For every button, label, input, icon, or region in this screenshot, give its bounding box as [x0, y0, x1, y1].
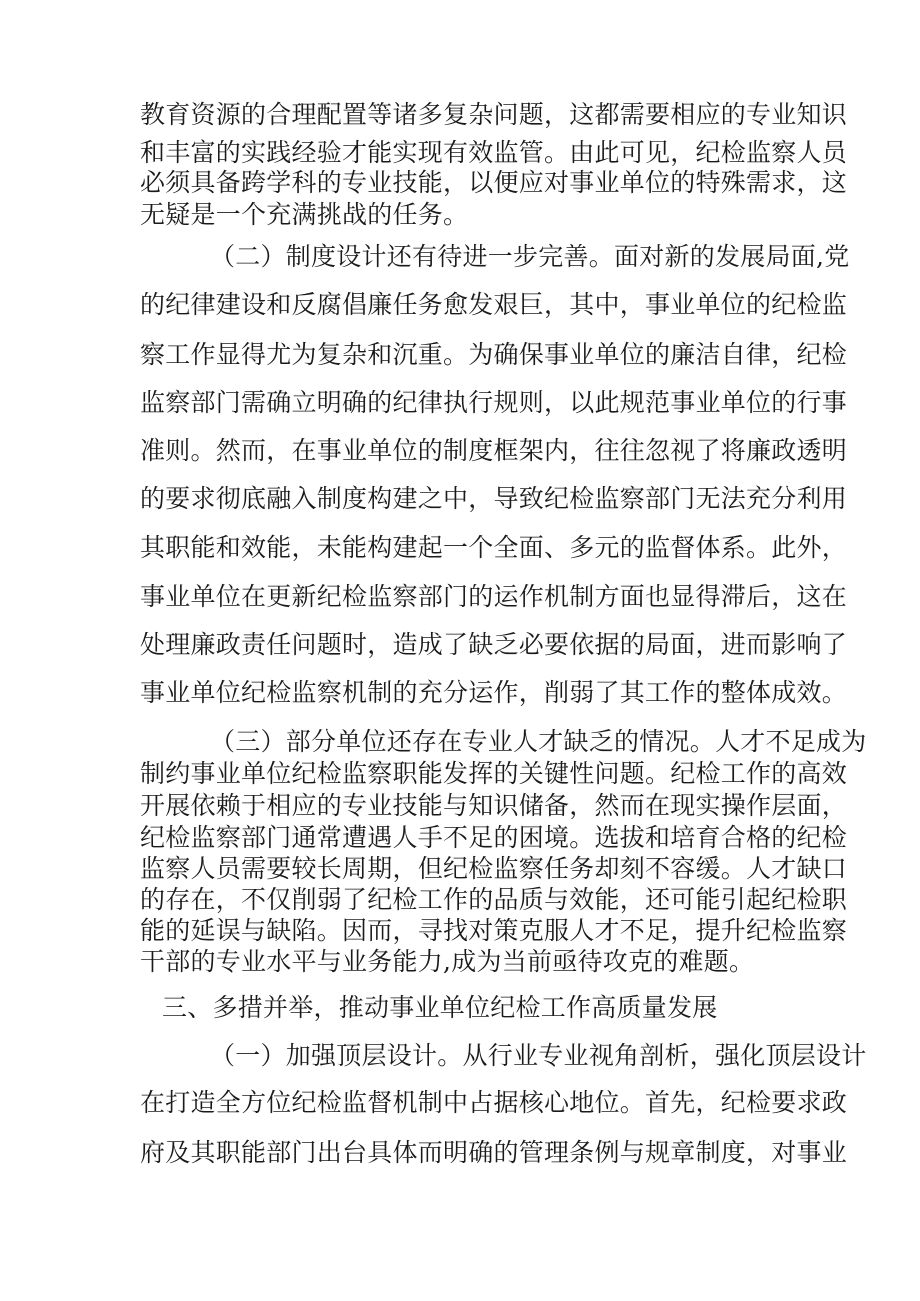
text-line: 教育资源的合理配置等诸多复杂问题，这都需要相应的专业知识	[140, 100, 848, 129]
text-line: 府及其职能部门出台具体而明确的管理条例与规章制度，对事业	[140, 1138, 848, 1167]
text-line: 其职能和效能，未能构建起一个全面、多元的监督体系。此外，	[140, 533, 848, 562]
text-line: 在打造全方位纪检监督机制中占据核心地位。首先，纪检要求政	[140, 1088, 848, 1117]
text-line: 纪检监察部门通常遭遇人手不足的困境。选拔和培育合格的纪检	[140, 823, 848, 852]
text-line: （三）部分单位还存在专业人才缺乏的情况。人才不足成为	[210, 727, 867, 756]
text-line: 能的延误与缺陷。因而，寻找对策克服人才不足，提升纪检监察	[140, 916, 848, 945]
text-line: 监察部门需确立明确的纪律执行规则，以此规范事业单位的行事	[140, 388, 848, 417]
text-line: 处理廉政责任问题时，造成了缺乏必要依据的局面，进而影响了	[140, 630, 848, 659]
text-line: 的要求彻底融入制度构建之中，导致纪检监察部门无法充分利用	[140, 484, 848, 513]
text-line: 无疑是一个充满挑战的任务。	[140, 200, 469, 229]
text-line: 和丰富的实践经验才能实现有效监管。由此可见，纪检监察人员	[140, 138, 848, 167]
text-line: 的纪律建设和反腐倡廉任务愈发艰巨，其中，事业单位的纪检监	[140, 290, 848, 319]
text-line: 事业单位纪检监察机制的充分运作，削弱了其工作的整体成效。	[140, 678, 848, 707]
text-line: 监察人员需要较长周期，但纪检监察任务却刻不容缓。人才缺口	[140, 854, 848, 883]
text-line: （一）加强顶层设计。从行业专业视角剖析，强化顶层设计	[210, 1041, 867, 1070]
text-line: 开展依赖于相应的专业技能与知识储备，然而在现实操作层面，	[140, 791, 848, 820]
text-line: 准则。然而，在事业单位的制度框架内，往往忽视了将廉政透明	[140, 436, 848, 465]
text-line: 的存在，不仅削弱了纪检工作的品质与效能，还可能引起纪检职	[140, 885, 848, 914]
text-line: 必须具备跨学科的专业技能，以便应对事业单位的特殊需求，这	[140, 168, 848, 197]
text-line: 制约事业单位纪检监察职能发挥的关键性问题。纪检工作的高效	[140, 759, 848, 788]
text-line: 干部的专业水平与业务能力,成为当前亟待攻克的难题。	[140, 947, 755, 976]
text-line: 察工作显得尤为复杂和沉重。为确保事业单位的廉洁自律，纪检	[140, 340, 848, 369]
heading-text: 三、多措并举，推动事业单位纪检工作高质量发展	[162, 993, 718, 1022]
text-line: 事业单位在更新纪检监察部门的运作机制方面也显得滞后，这在	[140, 582, 848, 611]
text-line: （二）制度设计还有待进一步完善。面对新的发展局面,党	[210, 242, 850, 271]
